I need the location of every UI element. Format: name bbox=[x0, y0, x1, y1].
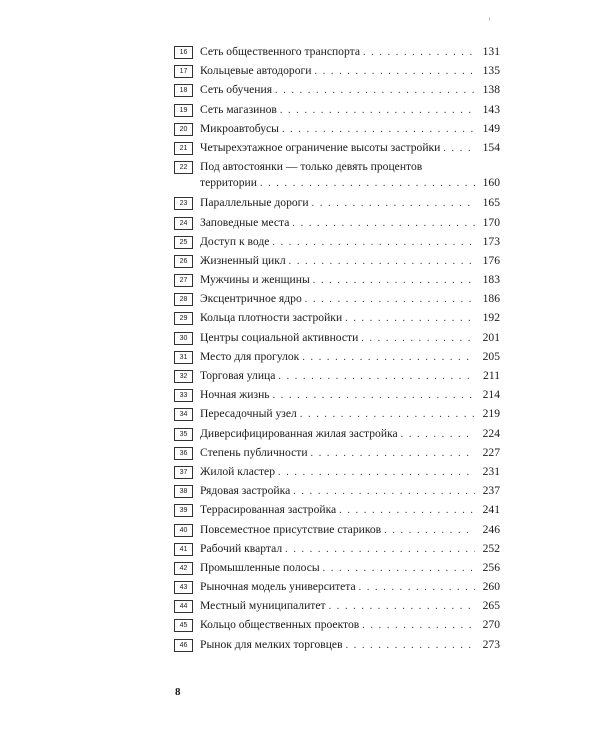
leader-dots bbox=[292, 216, 475, 232]
leader-dots bbox=[315, 64, 476, 80]
entry-page: 192 bbox=[482, 311, 500, 325]
toc-entry bbox=[174, 159, 500, 192]
toc-entry bbox=[174, 215, 500, 231]
leader-dots bbox=[300, 407, 475, 423]
entry-title: Торговая улица bbox=[200, 369, 276, 382]
entry-page: 143 bbox=[482, 102, 500, 116]
toc-entry bbox=[174, 82, 500, 98]
entry-number: 26 bbox=[174, 255, 193, 268]
toc-entry bbox=[174, 310, 500, 326]
toc-entry bbox=[174, 195, 500, 211]
leader-dots bbox=[285, 542, 475, 558]
toc-entry bbox=[174, 617, 500, 633]
entry-page: 165 bbox=[482, 196, 500, 210]
entry-number: 27 bbox=[174, 274, 193, 287]
entry-page: 160 bbox=[482, 176, 500, 190]
entry-page: 211 bbox=[483, 369, 500, 382]
toc-entry bbox=[174, 464, 500, 480]
leader-dots bbox=[312, 196, 475, 212]
toc-entry bbox=[174, 560, 500, 576]
leader-dots bbox=[401, 427, 475, 443]
entry-page: 173 bbox=[482, 234, 500, 248]
page-number: 8 bbox=[175, 686, 181, 698]
leader-dots bbox=[339, 503, 475, 519]
entry-title: Местный муниципалитет bbox=[200, 599, 326, 613]
leader-dots bbox=[272, 235, 475, 251]
entry-number: 18 bbox=[174, 84, 193, 97]
entry-title: Мужчины и женщины bbox=[200, 273, 310, 287]
entry-title: Рынок для мелких торговцев bbox=[200, 637, 343, 651]
entry-page: 154 bbox=[482, 140, 500, 154]
entry-page: 186 bbox=[482, 292, 500, 306]
entry-number: 25 bbox=[174, 236, 193, 249]
entry-page: 231 bbox=[482, 464, 500, 478]
toc-entry bbox=[174, 102, 500, 118]
entry-title: Промышленные полосы bbox=[200, 560, 320, 574]
toc-entry bbox=[174, 502, 500, 518]
entry-title: Под автостоянки — только девять процентов bbox=[200, 160, 423, 174]
toc-entry bbox=[174, 272, 500, 288]
entry-title: Доступ к воде bbox=[200, 234, 270, 248]
leader-dots bbox=[361, 331, 475, 347]
entry-title: Рядовая застройка bbox=[200, 484, 291, 498]
scan-mark bbox=[489, 17, 490, 21]
toc-entry bbox=[174, 598, 500, 614]
leader-dots bbox=[282, 122, 475, 138]
entry-page: 183 bbox=[482, 273, 500, 287]
toc-entry bbox=[174, 121, 500, 137]
toc-entry bbox=[174, 522, 500, 538]
leader-dots bbox=[302, 350, 475, 366]
entry-page: 205 bbox=[482, 349, 500, 363]
entry-title: Пересадочный узел bbox=[200, 407, 297, 421]
leader-dots bbox=[345, 311, 475, 327]
entry-number: 34 bbox=[174, 408, 193, 421]
toc-entry bbox=[174, 426, 500, 442]
entry-title: Террасированная застройка bbox=[200, 503, 337, 517]
toc-entry bbox=[174, 44, 500, 60]
entry-title: Жилой кластер bbox=[200, 464, 275, 478]
leader-dots bbox=[323, 561, 475, 577]
entry-title: Кольцевые автодороги bbox=[200, 64, 312, 78]
entry-title: Сеть обучения bbox=[200, 83, 273, 97]
entry-page: 170 bbox=[482, 215, 500, 229]
entry-title: Сеть общественного транспорта bbox=[200, 45, 360, 58]
leader-dots bbox=[273, 388, 475, 404]
entry-page: 241 bbox=[482, 503, 500, 517]
entry-number: 21 bbox=[174, 142, 193, 155]
toc-entry bbox=[174, 579, 500, 595]
entry-number: 33 bbox=[174, 389, 193, 402]
toc-entry bbox=[174, 541, 500, 557]
entry-title: Сеть магазинов bbox=[200, 102, 277, 116]
entry-title: Степень публичности bbox=[200, 445, 308, 459]
entry-title: Центры социальной активности bbox=[200, 330, 359, 344]
entry-number: 35 bbox=[174, 428, 193, 441]
leader-dots bbox=[305, 292, 475, 308]
leader-dots bbox=[362, 618, 475, 634]
toc-entry bbox=[174, 445, 500, 461]
entry-number: 38 bbox=[174, 485, 193, 498]
entry-page: 273 bbox=[482, 637, 500, 651]
toc-entry bbox=[174, 234, 500, 250]
entry-title-continued: территории bbox=[200, 176, 257, 190]
leader-dots bbox=[289, 254, 475, 270]
entry-number: 32 bbox=[174, 370, 193, 383]
leader-dots bbox=[280, 103, 475, 119]
entry-title: Место для прогулок bbox=[200, 349, 300, 363]
entry-page: 135 bbox=[482, 64, 500, 78]
leader-dots bbox=[363, 45, 475, 61]
entry-number: 42 bbox=[174, 562, 193, 575]
leader-dots bbox=[359, 580, 475, 596]
entry-number: 45 bbox=[174, 619, 193, 632]
entry-page: 176 bbox=[482, 253, 500, 267]
entry-title: Эксцентричное ядро bbox=[200, 292, 302, 306]
leader-dots bbox=[278, 465, 475, 481]
entry-number: 36 bbox=[174, 447, 193, 460]
entry-number: 46 bbox=[174, 639, 193, 652]
entry-number: 31 bbox=[174, 351, 193, 364]
toc-entry bbox=[174, 637, 500, 653]
entry-number: 22 bbox=[174, 161, 193, 174]
entry-number: 40 bbox=[174, 524, 193, 537]
entry-number: 28 bbox=[174, 293, 193, 306]
leader-dots bbox=[311, 446, 475, 462]
toc-entry bbox=[174, 349, 500, 365]
entry-title: Заповедные места bbox=[200, 215, 290, 229]
entry-number: 37 bbox=[174, 466, 193, 479]
entry-title: Жизненный цикл bbox=[200, 253, 286, 267]
entry-page: 224 bbox=[482, 426, 500, 440]
entry-title: Параллельные дороги bbox=[200, 196, 309, 210]
entry-number: 44 bbox=[174, 600, 193, 613]
toc-entry bbox=[174, 368, 500, 384]
entry-title: Диверсифицированная жилая застройка bbox=[200, 426, 398, 440]
entry-page: 270 bbox=[482, 618, 500, 632]
entry-title: Ночная жизнь bbox=[200, 388, 270, 402]
leader-dots bbox=[329, 599, 475, 615]
toc-entry bbox=[174, 483, 500, 499]
leader-dots bbox=[313, 273, 475, 289]
leader-dots bbox=[443, 141, 475, 157]
entry-title: Рыночная модель университета bbox=[200, 580, 356, 594]
toc-entry bbox=[174, 253, 500, 269]
leader-dots bbox=[293, 484, 475, 500]
entry-number: 41 bbox=[174, 543, 193, 556]
entry-page: 256 bbox=[482, 560, 500, 574]
entry-page: 227 bbox=[482, 445, 500, 459]
entry-page: 260 bbox=[482, 580, 500, 594]
entry-page: 138 bbox=[482, 83, 500, 97]
toc-entry bbox=[174, 330, 500, 346]
entry-title: Микроавтобусы bbox=[200, 121, 279, 135]
entry-number: 17 bbox=[174, 65, 193, 78]
entry-number: 19 bbox=[174, 104, 193, 117]
entry-page: 246 bbox=[482, 522, 500, 536]
entry-number: 30 bbox=[174, 332, 193, 345]
table-of-contents bbox=[174, 44, 500, 656]
entry-number: 39 bbox=[174, 504, 193, 517]
toc-entry bbox=[174, 406, 500, 422]
entry-title: Кольцо общественных проектов bbox=[200, 618, 360, 632]
entry-page: 214 bbox=[482, 388, 500, 402]
entry-number: 16 bbox=[174, 46, 193, 59]
entry-number: 24 bbox=[174, 217, 193, 230]
entry-page: 219 bbox=[482, 407, 500, 421]
entry-page: 265 bbox=[482, 599, 500, 613]
leader-dots bbox=[384, 523, 475, 539]
leader-dots bbox=[260, 176, 475, 192]
entry-title: Повсеместное присутствие стариков bbox=[200, 522, 382, 536]
entry-title: Четырехэтажное ограничение высоты застройки bbox=[200, 140, 441, 154]
toc-entry bbox=[174, 63, 500, 79]
toc-entry bbox=[174, 387, 500, 403]
entry-page: 252 bbox=[482, 541, 500, 555]
entry-page: 237 bbox=[482, 484, 500, 498]
leader-dots bbox=[275, 83, 475, 99]
entry-number: 20 bbox=[174, 123, 193, 136]
entry-page: 201 bbox=[482, 330, 500, 344]
entry-number: 43 bbox=[174, 581, 193, 594]
toc-entry bbox=[174, 291, 500, 307]
toc-entry bbox=[174, 140, 500, 156]
leader-dots bbox=[346, 638, 475, 654]
entry-page: 149 bbox=[482, 121, 500, 135]
entry-number: 23 bbox=[174, 197, 193, 210]
entry-title: Рабочий квартал bbox=[200, 541, 283, 555]
leader-dots bbox=[278, 369, 475, 385]
entry-title: Кольца плотности застройки bbox=[200, 311, 343, 325]
entry-number: 29 bbox=[174, 312, 193, 325]
entry-page: 131 bbox=[482, 45, 500, 58]
